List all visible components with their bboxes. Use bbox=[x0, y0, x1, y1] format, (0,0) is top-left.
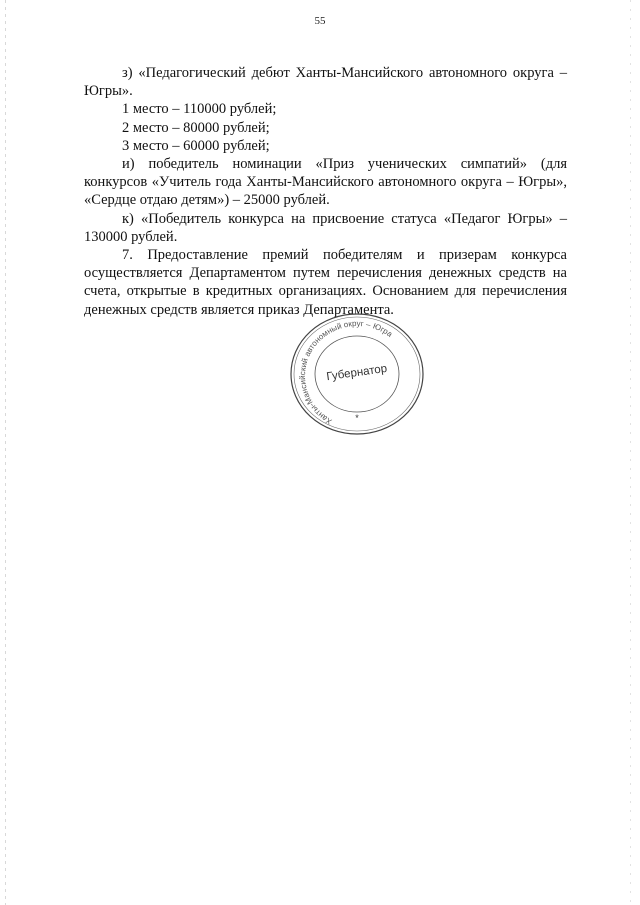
paragraph-award-debut: з) «Педагогический дебют Ханты-Мансийского автономного округа – Югры». bbox=[84, 65, 567, 100]
scan-edge-left bbox=[5, 0, 6, 905]
seal-center-text: Губернатор bbox=[325, 362, 388, 384]
seal-star-icon: * bbox=[355, 413, 359, 423]
paragraph-student-choice: и) победитель номинации «Приз ученических симпатий» (для конкурсов «Учитель года Ханты-Мансийского автономного округа – Югры», «Сердце отдаю детям») – 25000 рублей. bbox=[84, 156, 567, 209]
page-number: 55 bbox=[314, 15, 326, 27]
paragraph-first-place: 1 место – 110000 рублей; bbox=[122, 101, 277, 118]
paragraph-third-place: 3 место – 60000 рублей; bbox=[122, 137, 270, 154]
scan-edge-right bbox=[630, 0, 631, 905]
paragraph-payment-procedure: 7. Предоставление премий победителям и призерам конкурса осуществляется Департаментом путем перечисления денежных средств на счета, открытые в кредитных организациях. Основанием для перечисления денежных средств является приказ Департамента. bbox=[84, 247, 567, 318]
document-body bbox=[84, 64, 567, 319]
paragraph-pedagog-yugry: к) «Победитель конкурса на присвоение статуса «Педагог Югры» – 130000 рублей. bbox=[84, 210, 567, 245]
paragraph-second-place: 2 место – 80000 рублей; bbox=[122, 119, 270, 136]
governor-seal-stamp bbox=[288, 312, 426, 436]
seal-ring-text: Ханты-Мансийский автономный округ – Югра bbox=[298, 318, 395, 427]
